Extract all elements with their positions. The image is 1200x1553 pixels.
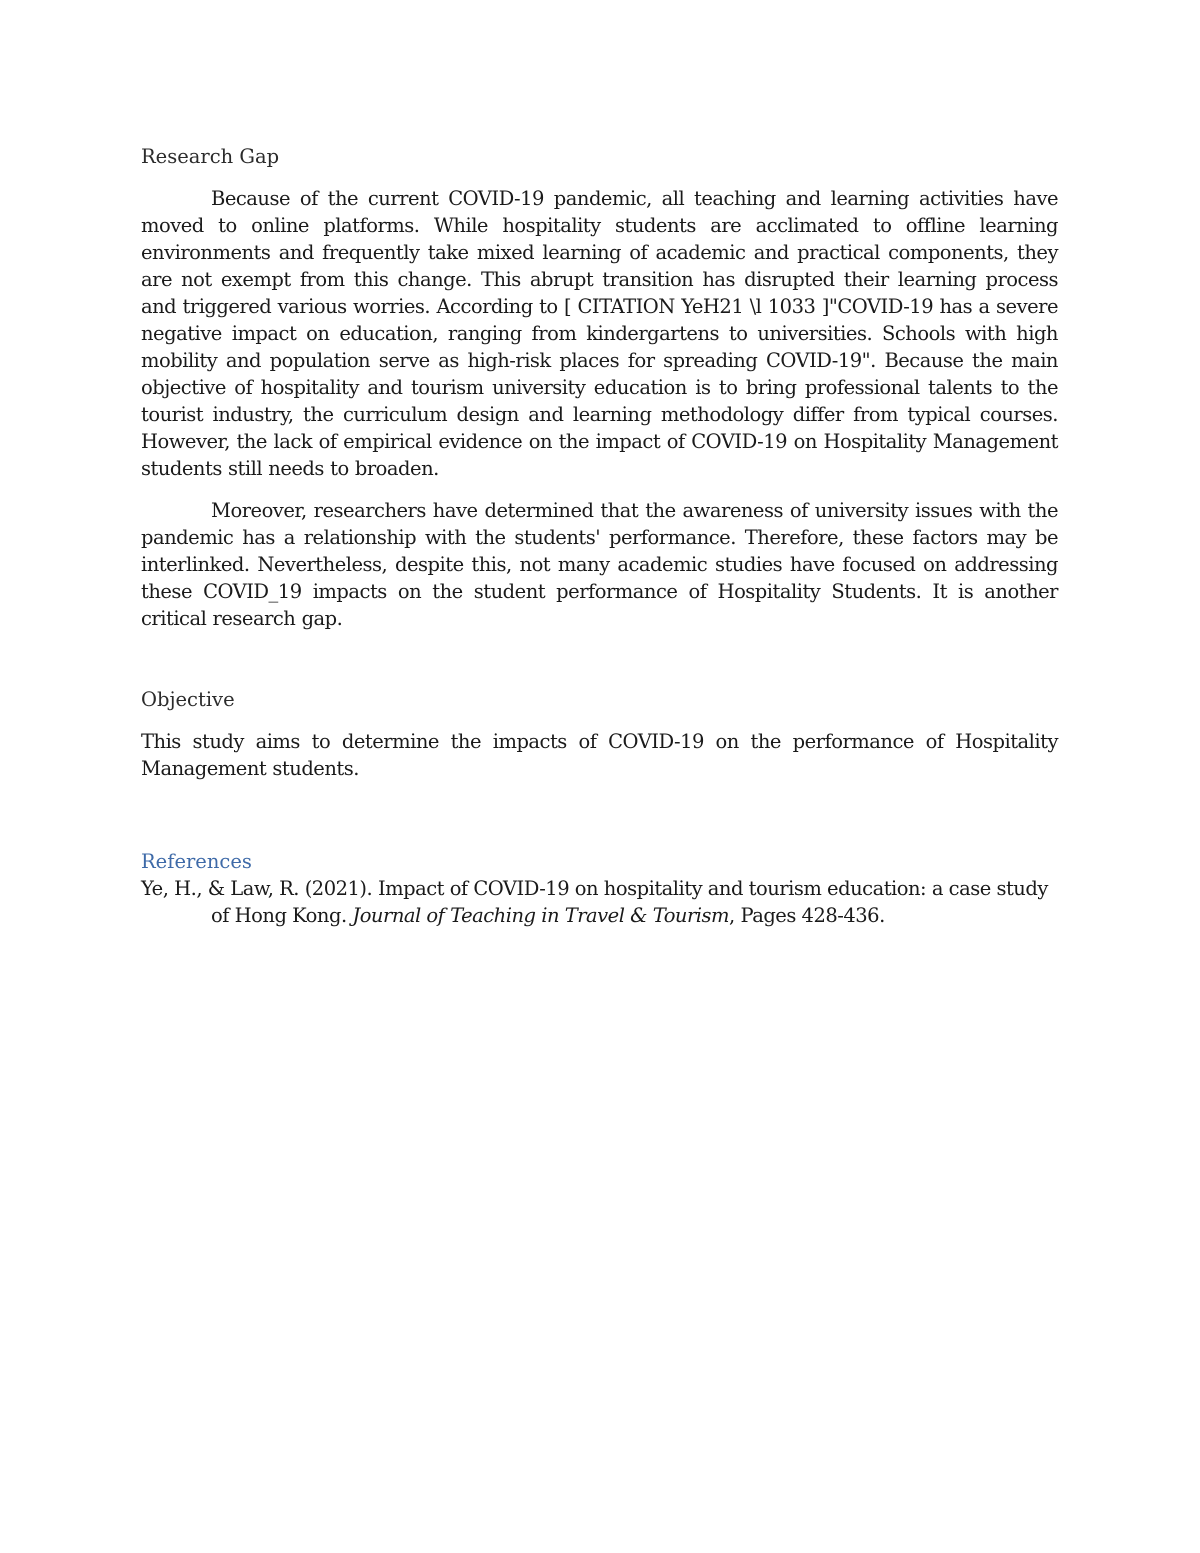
spacer [141,632,1058,686]
research-gap-heading: Research Gap [141,145,280,168]
reference-journal: Journal of Teaching in Travel & Tourism [352,904,730,927]
spacer [141,170,1058,185]
references-heading: References [141,850,252,873]
spacer [141,782,1058,848]
research-gap-paragraph-2: Moreover, researchers have determined that the awareness of university issues with the pandemic has a relationship with the students' performance. Therefore, these factors may be interlinked. Nevertheless, despite this, not many academic studies have focused on addressing these COVID_19 impacts on the student performance of Hospitality Students. It is another critical research gap. [141,499,1058,630]
spacer [141,713,1058,728]
reference-pages: , Pages 428-436. [729,904,885,927]
spacer [141,482,1058,497]
document-body [141,143,1058,929]
objective-paragraph: This study aims to determine the impacts of COVID-19 on the performance of Hospitality Management students. [141,730,1058,780]
reference-entry [141,875,1058,929]
reference-authors-title: Ye, H., & Law, R. (2021). Impact of COVID-19 on hospitality and tourism education: a case study of Hong Kong. [141,877,1048,927]
research-gap-paragraph-1: Because of the current COVID-19 pandemic, all teaching and learning activities have moved to online platforms. While hospitality students are acclimated to offline learning environments and frequently take mixed learning of academic and practical components, they are not exempt from this change. This abrupt transition has disrupted their learning process and triggered various worries. According to [ CITATION YeH21 \l 1033 ]"COVID-19 has a severe negative impact on education, ranging from kindergartens to universities. Schools with high mobility and population serve as high-risk places for spreading COVID-19". Because the main objective of hospitality and tourism university education is to bring professional talents to the tourist industry, the curriculum design and learning methodology differ from typical courses. However, the lack of empirical evidence on the impact of COVID-19 on Hospitality Management students still needs to broaden. [141,187,1058,480]
objective-heading: Objective [141,688,235,711]
